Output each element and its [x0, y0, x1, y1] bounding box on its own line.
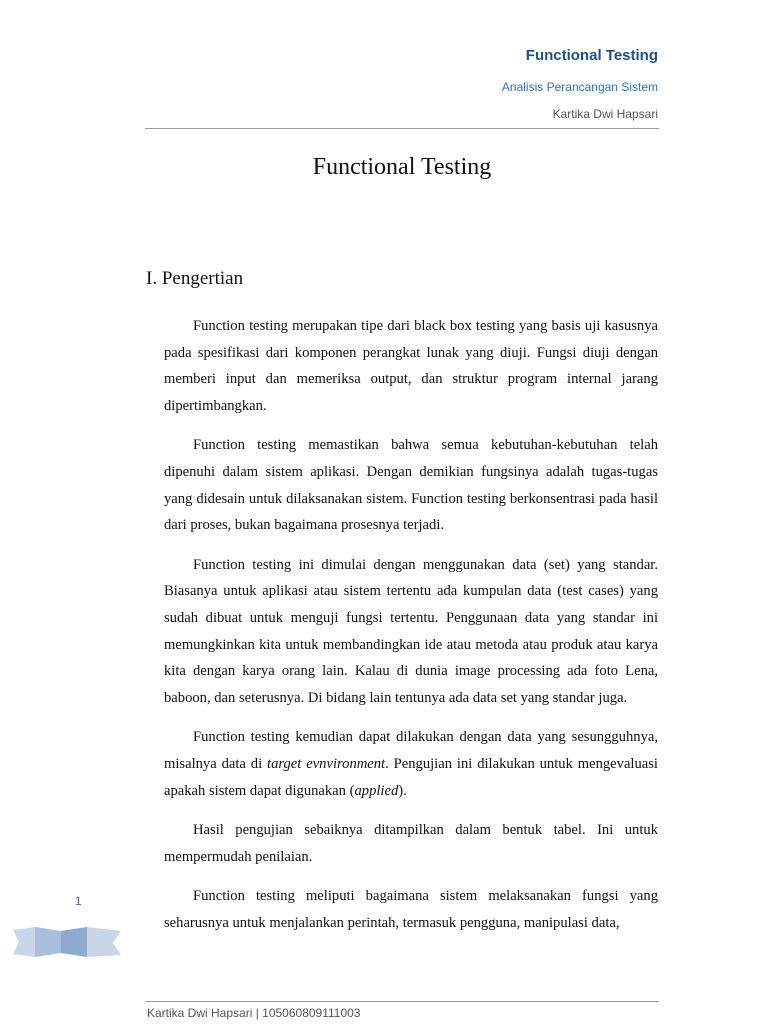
- paragraph-text: . Pengujian ini dilakukan untuk mengevaluasi apakah sistem dapat digunakan (: [164, 755, 658, 799]
- header-author: Kartika Dwi Hapsari: [552, 107, 658, 121]
- page-tab-decoration: [13, 927, 121, 957]
- paragraph-text: Function testing kemudian dapat dilakukan dengan data yang sesungguhnya, misalnya data di: [164, 729, 658, 772]
- document-body: [164, 313, 658, 936]
- document-title: Functional Testing: [312, 154, 492, 180]
- footer-text: Kartika Dwi Hapsari | 105060809111003: [147, 1006, 361, 1020]
- body-paragraph: [164, 432, 658, 538]
- body-paragraph: [164, 724, 658, 804]
- header-subtitle: Analisis Perancangan Sistem: [501, 80, 658, 94]
- italic-text: target evnvironment: [267, 755, 386, 772]
- footer-divider: [145, 1001, 659, 1002]
- italic-text: applied: [354, 782, 399, 799]
- page-number: 1: [75, 894, 82, 908]
- paragraph-text: ).: [398, 782, 407, 799]
- paragraph-text: Function testing meliputi bagaimana sistem melaksanakan fungsi yang seharusnya untuk menjalankan perintah, termasuk pengguna, manipulasi data,: [164, 888, 658, 931]
- paragraph-text: Function testing memastikan bahwa semua kebutuhan-kebutuhan telah dipenuhi dalam sistem aplikasi. Dengan demikian fungsinya adalah tugas-tugas yang didesain untuk dilaksanakan sistem. Function testing berkonsentrasi pada hasil dari proses, bukan bagaimana prosesnya terjadi.: [164, 437, 658, 534]
- body-paragraph: [164, 883, 658, 936]
- header-title: Functional Testing: [525, 47, 658, 64]
- paragraph-text: Hasil pengujian sebaiknya ditampilkan dalam bentuk tabel. Ini untuk mempermudah penilaian.: [164, 822, 658, 865]
- body-paragraph: [164, 313, 658, 419]
- header-divider: [145, 128, 659, 129]
- body-paragraph: [164, 817, 658, 870]
- paragraph-text: Function testing merupakan tipe dari black box testing yang basis uji kasusnya pada spesifikasi dari komponen perangkat lunak yang diuji. Fungsi diuji dengan memberi input dan memeriksa output, dan struktur program internal jarang dipertimbangkan.: [164, 318, 658, 414]
- paragraph-text: Function testing ini dimulai dengan menggunakan data (set) yang standar. Biasanya untuk aplikasi atau sistem tertentu ada kumpulan data (test cases) yang sudah dibuat untuk menguji fungsi tertentu. Penggunaan data yang standar ini memungkinkan kita untuk membandingkan ide atau metoda atau produk atau karya kita dengan karya orang lain. Kalau di dunia image processing ada foto Lena, baboon, dan seterusnya. Di bidang lain tentunya ada data set yang standar juga.: [164, 556, 658, 706]
- body-paragraph: [164, 552, 658, 712]
- section-heading: I. Pengertian: [146, 268, 244, 289]
